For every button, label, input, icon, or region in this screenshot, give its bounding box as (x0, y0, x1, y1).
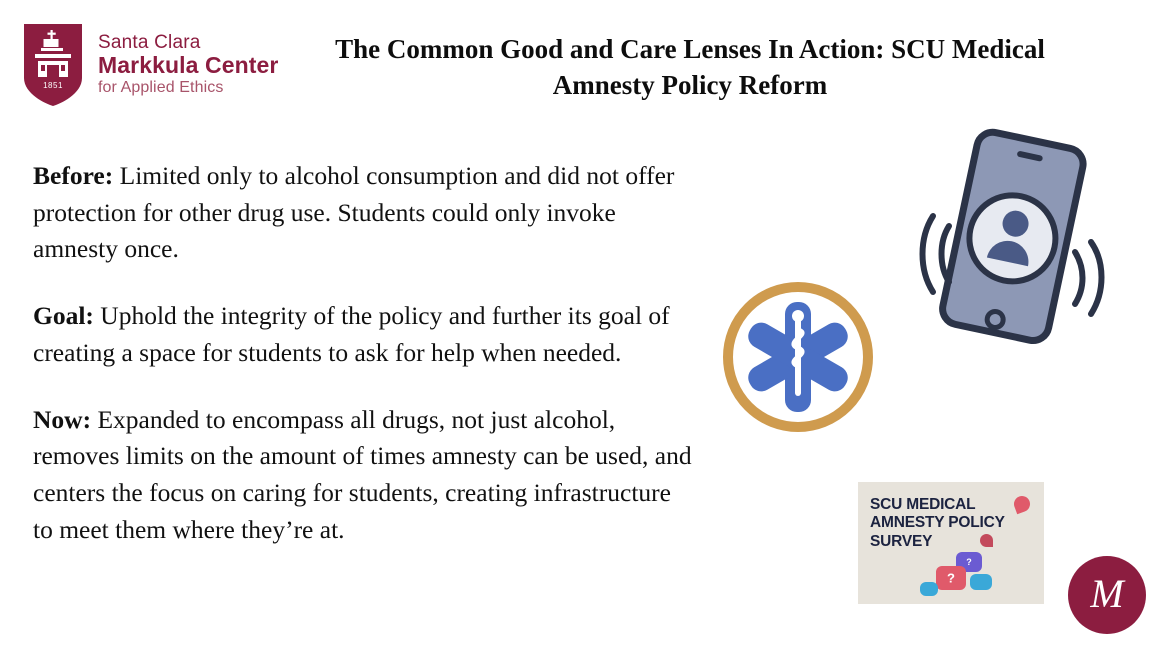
survey-card-title: SCU MEDICAL AMNESTY POLICY SURVEY (870, 496, 1005, 550)
paragraph-now (33, 402, 693, 549)
survey-bubble-2 (936, 566, 966, 590)
slide-title: The Common Good and Care Lenses In Action: SCU Medical Amnesty Policy Reform (335, 34, 1045, 100)
paragraph-before (33, 158, 693, 268)
paragraph-now-text: Expanded to encompass all drugs, not just alcohol, removes limits on the amount of times amnesty can be used, and centers the focus on caring for students, creating infrastructure to meet them where they’re at. (33, 404, 692, 544)
scu-shield-icon (22, 22, 84, 108)
logo-line-applied-ethics: for Applied Ethics (98, 79, 224, 97)
survey-bubble-1-label: ? (966, 557, 972, 567)
markkula-corner-mark (1068, 556, 1146, 634)
markkula-center-logo (22, 22, 278, 108)
survey-bubble-4 (920, 582, 938, 596)
survey-card (858, 482, 1044, 604)
survey-bubble-2-label: ? (947, 570, 955, 586)
survey-card-accent-icon-2 (980, 534, 993, 547)
paragraph-goal-text: Uphold the integrity of the policy and further its goal of creating a space for students to ask for help when needed. (33, 301, 670, 367)
paragraph-before-text: Limited only to alcohol consumption and did not offer protection for other drug use. Students could only invoke amnesty once. (33, 161, 675, 264)
paragraph-now-label: Now: (33, 404, 92, 434)
logo-line-santa-clara: Santa Clara (98, 32, 201, 53)
slide-body (33, 158, 693, 548)
phone-notification-icon (895, 120, 1125, 365)
logo-line-markkula-center: Markkula Center (98, 52, 279, 79)
shield-year-text: 1851 (43, 81, 63, 90)
corner-mark-letter: M (1090, 571, 1124, 617)
paragraph-goal-label: Goal: (33, 301, 94, 331)
star-of-life-icon (723, 282, 873, 432)
paragraph-goal (33, 298, 693, 371)
paragraph-before-label: Before: (33, 161, 114, 190)
survey-bubble-3 (970, 574, 992, 590)
